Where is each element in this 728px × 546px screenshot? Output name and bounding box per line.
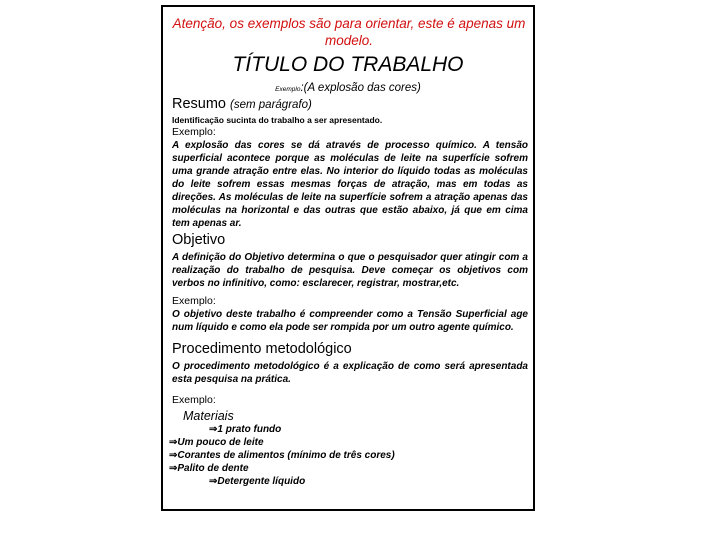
document-page [161, 5, 535, 511]
procedimento-description: O procedimento metodológico é a explicação de como será apresentada esta pesquisa na prática. [172, 361, 528, 385]
materials-label: Materiais [183, 409, 234, 423]
list-item: ⇒Corantes de alimentos (mínimo de três cores) [169, 450, 395, 461]
resumo-heading-note: (sem parágrafo) [230, 99, 312, 111]
arrow-icon: ⇒ [169, 463, 178, 474]
subtitle-text: (A explosão das cores) [303, 82, 421, 94]
resumo-heading-text: Resumo [172, 96, 226, 112]
arrow-icon: ⇒ [169, 450, 178, 461]
list-item: ⇒Um pouco de leite [169, 437, 264, 448]
list-item: ⇒Palito de dente [169, 463, 249, 474]
objetivo-heading: Objetivo [172, 232, 226, 248]
objetivo-example-text: O objetivo deste trabalho é compreender como a Tensão Superficial age num líquido e como ela pode ser rompida por um outro agente químico. [172, 309, 528, 333]
document-title: TÍTULO DO TRABALHO [232, 53, 464, 76]
list-item: ⇒1 prato fundo [209, 424, 282, 435]
list-item: ⇒Detergente líquido [209, 476, 306, 487]
document-subtitle [163, 81, 533, 97]
resumo-heading [172, 96, 312, 114]
arrow-icon: ⇒ [209, 476, 218, 487]
subtitle-colon: : [300, 82, 304, 94]
arrow-icon: ⇒ [169, 437, 178, 448]
warning-notice: Atenção, os exemplos são para orientar, este é apenas um modelo. [172, 16, 526, 48]
resumo-example-text: A explosão das cores se dá através de processo químico. A tensão superficial acontece porque as moléculas de leite na superfície sofrem uma grande atração entre elas. No interior do líquido todas as moléculas do leite sofrem essas mesmas forças de atração, mas em todas as direções. As moléculas de leite na superfície sofrem a atração apenas das moléculas na horizontal e das outras que estão abaixo, já que em cima tem apenas ar. [172, 140, 528, 229]
objetivo-example-label: Exemplo: [172, 295, 216, 307]
resumo-example-label: Exemplo: [172, 126, 216, 138]
objetivo-description: A definição do Objetivo determina o que o pesquisador quer atingir com a realização do trabalho de pesquisa. Deve começar os objetivos com verbos no infinitivo, como: esclarecer, registrar, mostrar,etc. [172, 252, 528, 289]
procedimento-example-label: Exemplo: [172, 394, 216, 406]
subtitle-example-prefix: Exemplo [275, 86, 301, 93]
procedimento-heading: Procedimento metodológico [172, 341, 352, 357]
resumo-description: Identificação sucinta do trabalho a ser apresentado. [172, 115, 383, 125]
arrow-icon: ⇒ [209, 424, 218, 435]
